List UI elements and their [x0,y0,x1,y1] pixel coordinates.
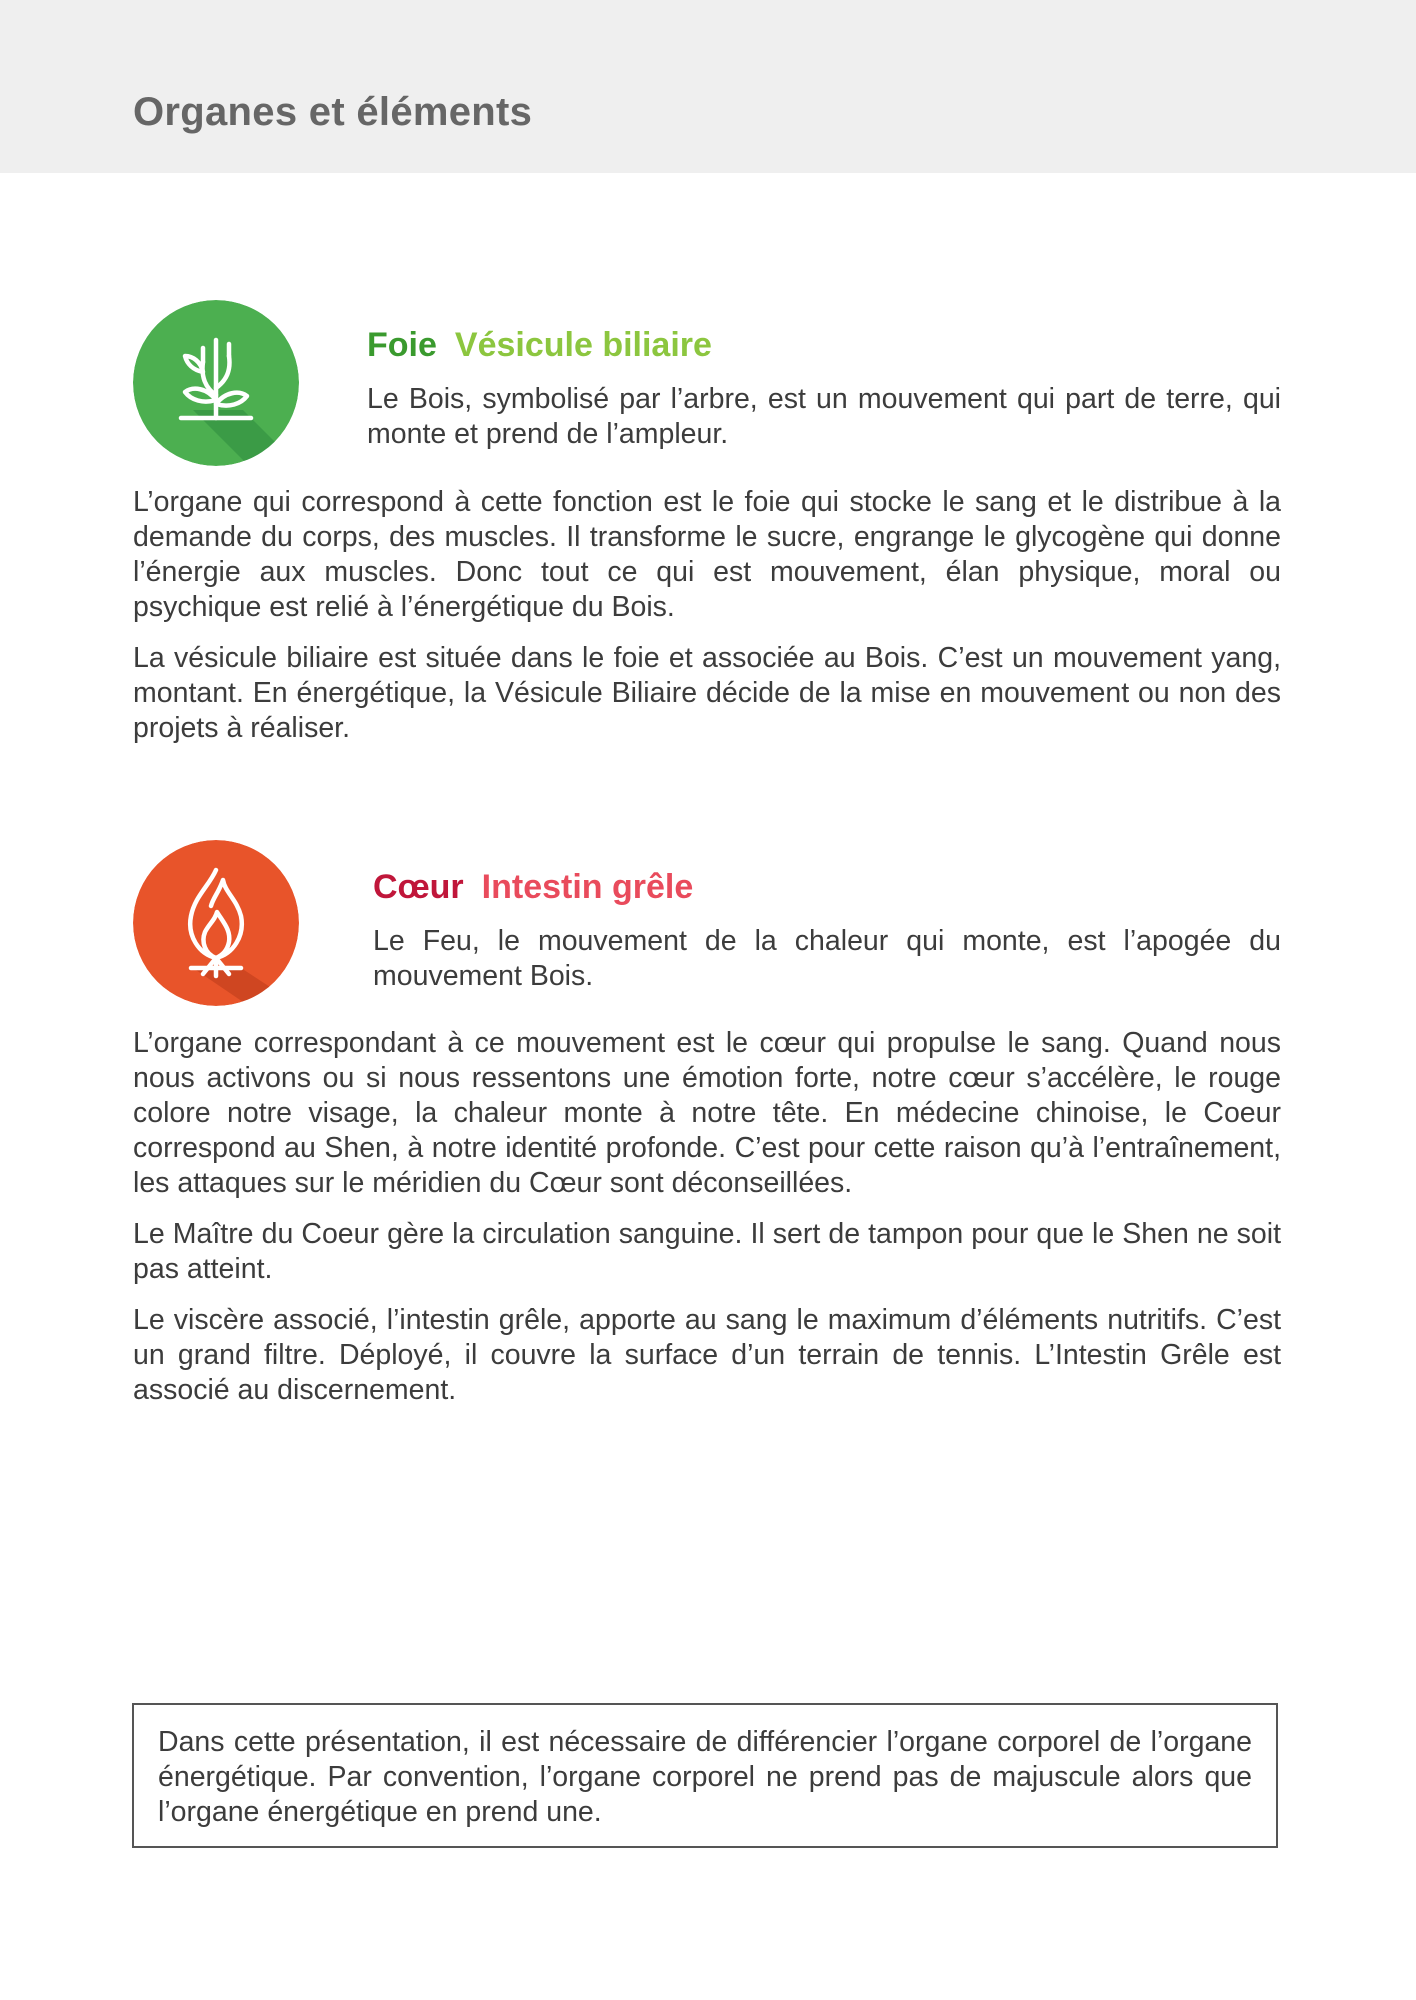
organ-name: Foie [367,326,437,364]
page-header [0,0,1416,173]
paragraph: L’organe correspondant à ce mouvement est le cœur qui propulse le sang. Quand nous nous activons ou si nous ressentons une émotion forte, notre cœur s’accélère, le rouge colore notre visage, la chaleur monte à notre tête. En médecine chinoise, le Coeur correspond au Shen, à notre identité profonde. C’est pour cette raison qu’à l’entraînement, les attaques sur le méridien du Cœur sont déconseillées. [133,1027,1281,1199]
section-body [133,1026,1281,1424]
section-title [367,326,712,365]
viscera-name: Intestin grêle [481,868,694,906]
viscera-name: Vésicule biliaire [454,326,712,364]
section-fire [133,840,1281,1460]
note-text: Dans cette présentation, il est nécessaire de différencier l’organe corporel de l’organe énergétique. Par convention, l’organe corporel ne prend pas de majuscule alors que l’organe énergétique en prend une. [158,1726,1252,1828]
section-wood [133,300,1281,760]
section-lead: Le Bois, symbolisé par l’arbre, est un mouvement qui part de terre, qui monte et prend de l’ampleur. [367,383,1281,450]
section-body [133,485,1281,762]
page-title: Organes et éléments [133,90,533,134]
section-title [373,868,693,907]
note-box [132,1703,1278,1848]
paragraph: Le viscère associé, l’intestin grêle, apporte au sang le maximum d’éléments nutritifs. C’est un grand filtre. Déployé, il couvre la surface d’un terrain de tennis. L’Intestin Grêle est associé au discernement. [133,1304,1281,1406]
paragraph: L’organe qui correspond à cette fonction est le foie qui stocke le sang et le distribue à la demande du corps, des muscles. Il transforme le sucre, engrange le glycogène qui donne l’énergie aux muscles. Donc tout ce qui est mouvement, élan physique, moral ou psychique est relié à l’énergétique du Bois. [133,486,1281,623]
paragraph: La vésicule biliaire est située dans le foie et associée au Bois. C’est un mouvement yang, montant. En énergétique, la Vésicule Biliaire décide de la mise en mouvement ou non des projets à réaliser. [133,642,1281,744]
tree-icon [133,300,299,466]
section-lead: Le Feu, le mouvement de la chaleur qui monte, est l’apogée du mouvement Bois. [373,925,1281,992]
organ-name: Cœur [373,868,464,906]
paragraph: Le Maître du Coeur gère la circulation sanguine. Il sert de tampon pour que le Shen ne soit pas atteint. [133,1218,1281,1285]
flame-icon [133,840,299,1006]
